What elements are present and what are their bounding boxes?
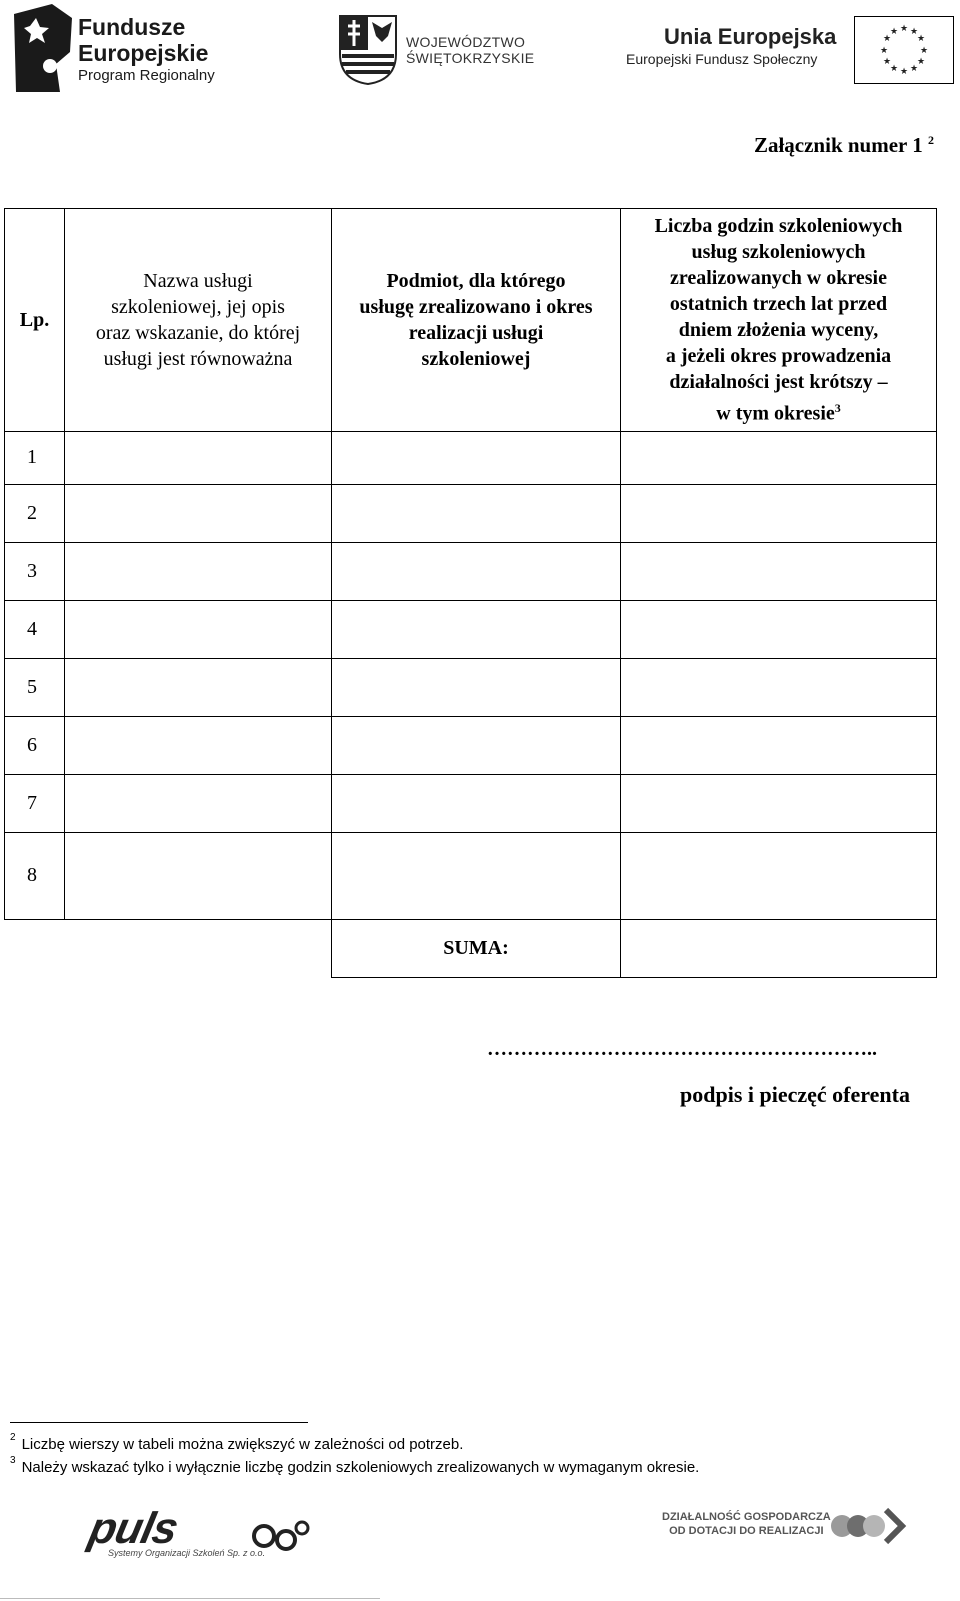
subject-cell[interactable] xyxy=(332,658,621,716)
svg-text:★: ★ xyxy=(919,46,929,56)
svg-text:★: ★ xyxy=(916,57,926,67)
header-hours-line xyxy=(629,395,928,427)
svg-text:★: ★ xyxy=(879,46,889,56)
services-table xyxy=(4,208,937,978)
subject-cell[interactable] xyxy=(332,600,621,658)
footnote-ref: 2 xyxy=(10,1432,16,1443)
fe-line2: Europejskie xyxy=(78,40,209,66)
service-name-cell[interactable] xyxy=(65,600,332,658)
svg-text:★: ★ xyxy=(882,34,892,44)
header-hours-last: w tym okresie xyxy=(716,402,835,425)
subject-cell[interactable] xyxy=(332,484,621,542)
coat-of-arms-icon xyxy=(338,14,398,86)
fe-line3: Program Regionalny xyxy=(78,67,215,84)
table-row xyxy=(5,542,937,600)
svg-text:★: ★ xyxy=(916,34,926,44)
header-lp: Lp. xyxy=(5,209,65,432)
row-number: 2 xyxy=(5,484,65,542)
header-subject-line: szkoleniowej xyxy=(421,347,531,370)
footnote-text: Liczbę wierszy w tabeli można zwiększyć w zależności od potrzeb. xyxy=(21,1436,464,1453)
row-number: 5 xyxy=(5,658,65,716)
svg-text:★: ★ xyxy=(882,57,892,67)
dg-line1: DZIAŁALNOŚĆ GOSPODARCZA xyxy=(662,1511,831,1523)
hours-footnote-ref: 3 xyxy=(834,401,841,415)
row-number: 1 xyxy=(5,431,65,484)
svg-text:★: ★ xyxy=(899,24,909,34)
header-name-line: usługi jest równoważna xyxy=(103,347,293,370)
puls-wordmark: puls xyxy=(84,1504,182,1553)
attachment-text: Załącznik numer 1 xyxy=(753,133,923,157)
header-hours-line: a jeżeli okres prowadzenia xyxy=(665,345,892,367)
unia-europejska-logo xyxy=(626,16,956,86)
svg-text:★: ★ xyxy=(909,64,919,74)
header-hours-line: działalności jest krótszy – xyxy=(669,371,888,393)
subject-cell[interactable] xyxy=(332,716,621,774)
table-row xyxy=(5,431,937,484)
table-row xyxy=(5,658,937,716)
table-row xyxy=(5,832,937,919)
header-hours-line: zrealizowanych w okresie xyxy=(669,267,887,289)
row-number: 7 xyxy=(5,774,65,832)
row-number: 8 xyxy=(5,832,65,919)
dg-line2: OD DOTACJI DO REALIZACJI xyxy=(669,1525,824,1537)
swietokrzyskie-logo xyxy=(338,14,538,86)
puls-logo xyxy=(84,1504,310,1566)
header-hours-line: ostatnich trzech lat przed xyxy=(669,293,888,315)
svg-text:★: ★ xyxy=(889,64,899,74)
header-subject-line: usługę zrealizowano i okres xyxy=(359,295,593,318)
header-name-line: Nazwa usługi xyxy=(143,269,253,292)
hours-cell[interactable] xyxy=(621,542,937,600)
empty-cell xyxy=(5,919,65,977)
subject-cell[interactable] xyxy=(332,542,621,600)
svg-text:★: ★ xyxy=(889,27,899,37)
service-name-cell[interactable] xyxy=(65,832,332,919)
dg-text xyxy=(662,1510,831,1538)
hours-cell[interactable] xyxy=(621,600,937,658)
footnote xyxy=(10,1455,700,1476)
signature-dots: ………………………………………………….. xyxy=(487,1038,877,1060)
table-row xyxy=(5,774,937,832)
signature-label: podpis i pieczęć oferenta xyxy=(680,1082,910,1107)
service-name-cell[interactable] xyxy=(65,431,332,484)
header-subject-line: realizacji usługi xyxy=(408,321,544,344)
subject-cell[interactable] xyxy=(332,774,621,832)
sw-line2: ŚWIĘTOKRZYSKIE xyxy=(406,50,535,66)
hours-cell[interactable] xyxy=(621,832,937,919)
footnote-ref: 3 xyxy=(10,1455,16,1466)
table-header-row xyxy=(5,209,937,432)
dzialalnosc-gospodarcza-logo xyxy=(662,1500,912,1552)
row-number: 4 xyxy=(5,600,65,658)
header-subject xyxy=(332,209,621,432)
table-row xyxy=(5,716,937,774)
swietokrzyskie-text xyxy=(406,34,534,66)
row-number: 6 xyxy=(5,716,65,774)
header-hours xyxy=(621,209,937,432)
header-subject-line: Podmiot, dla którego xyxy=(386,269,566,292)
ue-title: Unia Europejska xyxy=(664,24,837,49)
attachment-footnote-ref: 2 xyxy=(928,133,934,147)
eu-flag-icon xyxy=(854,16,954,84)
service-name-cell[interactable] xyxy=(65,774,332,832)
header-name-line: oraz wskazanie, do której xyxy=(95,321,301,344)
header-hours-line: dniem złożenia wyceny, xyxy=(678,319,879,341)
table-row xyxy=(5,600,937,658)
header-hours-line: Liczba godzin szkoleniowych xyxy=(654,215,903,237)
footnote-separator xyxy=(10,1422,308,1423)
sum-row xyxy=(5,919,937,977)
attachment-label xyxy=(754,133,934,158)
dg-circles-icon xyxy=(828,1504,908,1548)
hours-cell[interactable] xyxy=(621,716,937,774)
service-name-cell[interactable] xyxy=(65,484,332,542)
sum-label: SUMA: xyxy=(332,919,621,977)
sw-line1: WOJEWÓDZTWO xyxy=(406,34,526,50)
fundusze-europejskie-logo xyxy=(12,4,237,92)
ue-text xyxy=(626,24,836,68)
table-row xyxy=(5,484,937,542)
service-name-cell[interactable] xyxy=(65,716,332,774)
service-name-cell[interactable] xyxy=(65,658,332,716)
header-name-line: szkoleniowej, jej opis xyxy=(111,295,285,318)
row-number: 3 xyxy=(5,542,65,600)
svg-text:★: ★ xyxy=(909,27,919,37)
hours-cell[interactable] xyxy=(621,658,937,716)
hours-cell[interactable] xyxy=(621,484,937,542)
header-hours-line: usług szkoleniowych xyxy=(691,241,866,263)
footnote-text: Należy wskazać tylko i wyłącznie liczbę godzin szkoleniowych zrealizowanych w wymaganym okresie. xyxy=(21,1459,700,1476)
ue-subtitle: Europejski Fundusz Społeczny xyxy=(626,51,818,67)
fundusze-star-icon xyxy=(12,4,74,92)
puls-tagline: Systemy Organizacji Szkoleń Sp. z o.o. xyxy=(108,1548,266,1558)
footnote xyxy=(10,1432,464,1453)
header-service-name xyxy=(65,209,332,432)
subject-cell[interactable] xyxy=(332,431,621,484)
fe-line1: Fundusze xyxy=(78,14,186,40)
subject-cell[interactable] xyxy=(332,832,621,919)
fundusze-text xyxy=(78,14,215,86)
hours-cell[interactable] xyxy=(621,774,937,832)
service-name-cell[interactable] xyxy=(65,542,332,600)
bottom-rule xyxy=(0,1598,380,1599)
empty-cell xyxy=(65,919,332,977)
hours-cell[interactable] xyxy=(621,431,937,484)
svg-text:★: ★ xyxy=(899,67,909,77)
sum-value-cell[interactable] xyxy=(621,919,937,977)
